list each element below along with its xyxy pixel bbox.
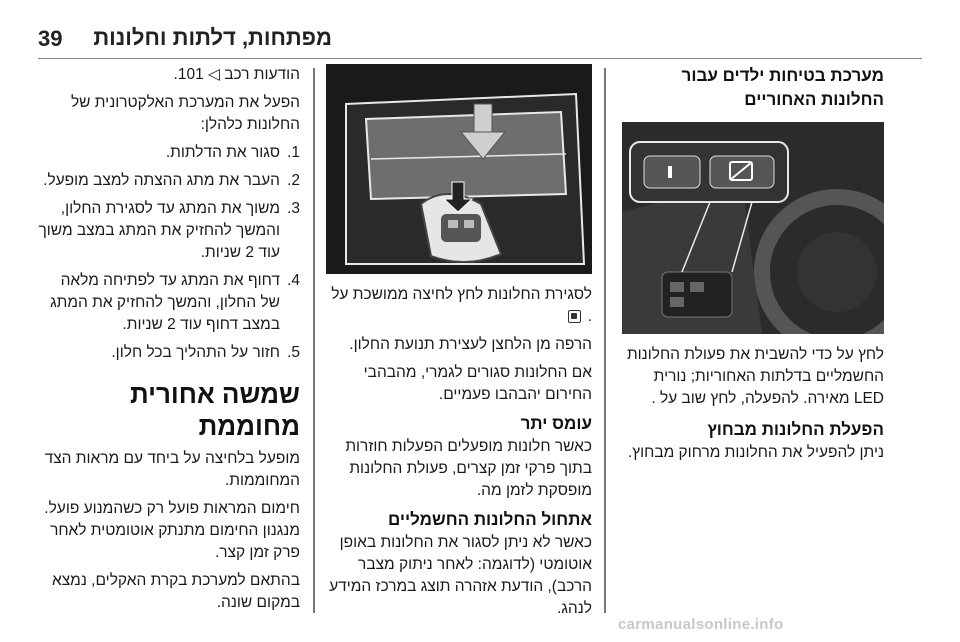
steps-list	[38, 142, 300, 364]
paragraph: כאשר חלונות מופעלים הפעלות חוזרות בתוך פרקי זמן קצרים, פעולת החלונות מופסקת לזמן מה.	[345, 438, 592, 499]
intro-text: הפעל את המערכת האלקטרונית של החלונות כלהלן:	[70, 94, 300, 133]
column-divider	[313, 68, 315, 613]
paragraph: לחץ על כדי להשבית את פעולת החלונות החשמליים בדלתות האחוריות; נורית LED מאירה. להפעלה, לחץ שוב על .	[626, 346, 884, 407]
section-title: שמשה אחורית מחוממת	[129, 379, 300, 441]
section-paragraph: בהתאם למערכת בקרת האקלים, נמצא במקום שונה.	[52, 572, 300, 611]
step-item: 1. סגור את הדלתות.	[165, 144, 300, 161]
section-paragraph: מופעל בלחיצה על ביחד עם מראות הצד המחוממות.	[44, 450, 300, 489]
intro-ref: הודעות רכב ◁ 101.	[173, 66, 300, 83]
step-item: 3. משוך את המתג עד לסגירת החלון, והמשך להחזיק את המתג במצב משוך עוד 2 שניות.	[38, 200, 300, 261]
car-window-illustration	[326, 64, 592, 274]
column-divider	[604, 68, 606, 613]
step-item: 5. חזור על התהליך בכל חלון.	[111, 344, 300, 361]
figure-caption: לסגירת החלונות לחץ לחיצה ממושכת על .	[331, 286, 592, 325]
section-heading: מערכת בטיחות ילדים עבור החלונות האחוריים	[681, 66, 884, 109]
step-item: 4. דחוף את המתג עד לפתיחה מלאה של החלון, והמשך להחזיק את המתג במצב דחוף עוד 2 שניות.	[50, 272, 300, 333]
step-item: 2. העבר את מתג ההצתה למצב מופעל.	[43, 172, 300, 189]
paragraph: אם החלונות סגורים לגמרי, מהבהבי החירום יהבהבו פעמיים.	[363, 364, 592, 403]
lock-button-icon	[568, 310, 581, 323]
door-panel-figure	[622, 122, 884, 334]
paragraph: הרפה מן הלחצן לעצירת תנועת החלון.	[349, 336, 592, 353]
paragraph: כאשר לא ניתן לסגור את החלונות באופן אוטומטי (לדוגמה: לאחר ניתוק מצבר הרכב), הודעת אזהרה תוצג במרכז המידע לנהג.	[329, 534, 592, 617]
right-column	[622, 64, 884, 470]
car-key-figure	[326, 64, 592, 274]
page-number: 39	[38, 26, 63, 51]
section-paragraph: חימום המראות פועל רק כשהמנוע פועל. מנגנון החימום מתנתק אוטומטית לאחר פרק זמן קצר.	[44, 500, 300, 561]
paragraph: ניתן להפעיל את החלונות מרחוק מבחוץ.	[627, 444, 884, 461]
subheading-remote: הפעלת החלונות מבחוץ	[707, 420, 884, 439]
page-header	[0, 0, 960, 58]
left-column	[38, 64, 300, 620]
door-switch-illustration	[622, 122, 884, 334]
subheading-overload: עומס יתר	[520, 414, 592, 433]
subheading-init: אתחול החלונות החשמליים	[387, 510, 592, 529]
middle-column	[326, 64, 592, 626]
watermark: carmanualsonline.info	[618, 616, 784, 633]
chapter-title: מפתחות, דלתות וחלונות	[93, 25, 332, 50]
header-rule	[38, 58, 922, 59]
